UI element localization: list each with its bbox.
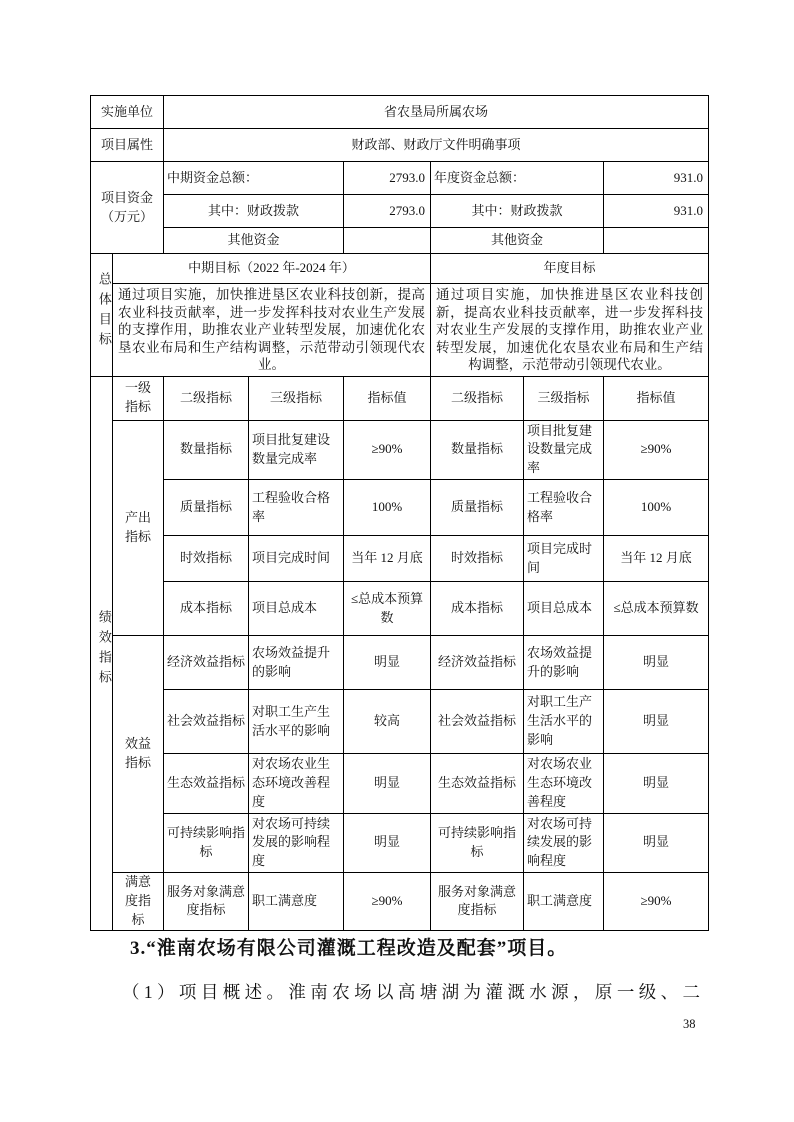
perf-row: [91, 813, 709, 873]
funding-annual-other-label: 其他资金: [431, 228, 604, 254]
page-number: 38: [683, 1017, 696, 1031]
perf-l3: 项目批复建设数量完成率: [249, 420, 344, 480]
section-heading: 3.“淮南农场有限公司灌溉工程改造及配套”项目。: [130, 938, 568, 959]
mid-goal-text: 通过项目实施，加快推进垦区农业科技创新，提高农业科技贡献率，进一步发挥科技对农业生产发展的支撑作用，助推农业产业转型发展，加速优化农垦农业布局和生产结构调整，示范带动引领现代农业。: [113, 284, 431, 377]
impl-unit-value: 省农垦局所属农场: [164, 96, 709, 129]
perf-r3: 对职工生产生活水平的影响: [524, 690, 604, 754]
perf-r2: 可持续影响指标: [431, 813, 524, 873]
perf-r2: 服务对象满意度指标: [431, 873, 524, 931]
funding-mid-other-label: 其他资金: [164, 228, 344, 254]
funding-annual-other-value: [604, 228, 709, 254]
perf-l3: 对职工生产生活水平的影响: [249, 690, 344, 754]
perf-rv: 100%: [604, 480, 709, 536]
table-row: [91, 195, 709, 228]
perf-row: [91, 480, 709, 536]
perf-r2: 生态效益指标: [431, 754, 524, 814]
perf-r3: 对农场可持续发展的影响程度: [524, 813, 604, 873]
perf-rv: 明显: [604, 754, 709, 814]
perf-l2: 时效指标: [164, 536, 249, 582]
overall-goal-vertical-text: 总体目标: [96, 271, 112, 352]
perf-l2: 社会效益指标: [164, 690, 249, 754]
perf-rv: ≥90%: [604, 420, 709, 480]
perf-rv: ≥90%: [604, 873, 709, 931]
performance-section-label: [91, 376, 113, 930]
header-level1: 一级指标: [113, 376, 164, 420]
perf-r3: 职工满意度: [524, 873, 604, 931]
table-row: [91, 129, 709, 162]
perf-l2: 成本指标: [164, 582, 249, 636]
perf-rv: 当年 12 月底: [604, 536, 709, 582]
header-level2-right: 二级指标: [431, 376, 524, 420]
table-row: [91, 376, 709, 420]
performance-vertical-text: 绩效指标: [96, 610, 112, 691]
perf-rv: 明显: [604, 690, 709, 754]
perf-l2: 经济效益指标: [164, 636, 249, 690]
perf-rv: 明显: [604, 636, 709, 690]
project-performance-table: [90, 95, 709, 931]
impl-unit-label: 实施单位: [91, 96, 164, 129]
perf-lv: ≥90%: [344, 420, 431, 480]
table-row: [91, 162, 709, 195]
funding-mid-fiscal-value: 2793.0: [344, 195, 431, 228]
perf-r2: 成本指标: [431, 582, 524, 636]
perf-r2: 时效指标: [431, 536, 524, 582]
annual-goal-text: 通过项目实施，加快推进垦区农业科技创新，提高农业科技贡献率，进一步发挥科技对农业生产发展的支撑作用，助推农业产业转型发展，加速优化农垦农业布局和生产结构调整，示范带动引领现代农业。: [431, 284, 709, 377]
perf-l2: 数量指标: [164, 420, 249, 480]
annual-goal-header: 年度目标: [431, 254, 709, 284]
header-level3-left: 三级指标: [249, 376, 344, 420]
overall-goal-section-label: [91, 254, 113, 377]
perf-row: [91, 582, 709, 636]
perf-row: [91, 873, 709, 931]
group-satisfaction-label: 满意度指标: [113, 873, 164, 931]
funding-label: 项目资金（万元）: [91, 162, 164, 254]
table-row: [91, 228, 709, 254]
perf-l3: 农场效益提升的影响: [249, 636, 344, 690]
mid-goal-header: 中期目标（2022 年-2024 年）: [113, 254, 431, 284]
table-row: [91, 284, 709, 377]
perf-l2: 生态效益指标: [164, 754, 249, 814]
perf-lv: 较高: [344, 690, 431, 754]
perf-r3: 对农场农业生态环境改善程度: [524, 754, 604, 814]
perf-rv: ≤总成本预算数: [604, 582, 709, 636]
perf-l3: 对农场可持续发展的影响程度: [249, 813, 344, 873]
perf-row: [91, 754, 709, 814]
funding-annual-fiscal-value: 931.0: [604, 195, 709, 228]
funding-mid-other-value: [344, 228, 431, 254]
perf-r3: 项目完成时间: [524, 536, 604, 582]
table-row: [91, 96, 709, 129]
perf-l2: 可持续影响指标: [164, 813, 249, 873]
perf-l3: 职工满意度: [249, 873, 344, 931]
perf-r2: 质量指标: [431, 480, 524, 536]
header-level3-right: 三级指标: [524, 376, 604, 420]
perf-lv: 明显: [344, 754, 431, 814]
funding-mid-total-label: 中期资金总额：: [164, 162, 344, 195]
funding-mid-total-value: 2793.0: [344, 162, 431, 195]
perf-row: [91, 420, 709, 480]
header-level2-left: 二级指标: [164, 376, 249, 420]
perf-r2: 社会效益指标: [431, 690, 524, 754]
funding-annual-total-label: 年度资金总额：: [431, 162, 604, 195]
perf-rv: 明显: [604, 813, 709, 873]
perf-lv: 100%: [344, 480, 431, 536]
perf-lv: 明显: [344, 813, 431, 873]
perf-l2: 质量指标: [164, 480, 249, 536]
perf-r3: 项目总成本: [524, 582, 604, 636]
perf-lv: 明显: [344, 636, 431, 690]
perf-l3: 项目总成本: [249, 582, 344, 636]
perf-r3: 工程验收合格率: [524, 480, 604, 536]
perf-lv: 当年 12 月底: [344, 536, 431, 582]
perf-row: [91, 636, 709, 690]
perf-l3: 对农场农业生态环境改善程度: [249, 754, 344, 814]
header-value-left: 指标值: [344, 376, 431, 420]
funding-mid-fiscal-label: 其中：财政拨款: [164, 195, 344, 228]
perf-row: [91, 690, 709, 754]
perf-r3: 农场效益提升的影响: [524, 636, 604, 690]
header-value-right: 指标值: [604, 376, 709, 420]
funding-annual-total-value: 931.0: [604, 162, 709, 195]
attribute-value: 财政部、财政厅文件明确事项: [164, 129, 709, 162]
perf-lv: ≥90%: [344, 873, 431, 931]
perf-l3: 工程验收合格率: [249, 480, 344, 536]
perf-l2: 服务对象满意度指标: [164, 873, 249, 931]
perf-lv: ≤总成本预算数: [344, 582, 431, 636]
body-paragraph: （1）项目概述。淮南农场以高塘湖为灌溉水源，原一级、二: [122, 982, 700, 1002]
funding-annual-fiscal-label: 其中：财政拨款: [431, 195, 604, 228]
table-row: [91, 254, 709, 284]
group-output-label: 产出指标: [113, 420, 164, 636]
perf-row: [91, 536, 709, 582]
perf-l3: 项目完成时间: [249, 536, 344, 582]
perf-r2: 数量指标: [431, 420, 524, 480]
perf-r2: 经济效益指标: [431, 636, 524, 690]
perf-r3: 项目批复建设数量完成率: [524, 420, 604, 480]
attribute-label: 项目属性: [91, 129, 164, 162]
group-benefit-label: 效益指标: [113, 636, 164, 873]
